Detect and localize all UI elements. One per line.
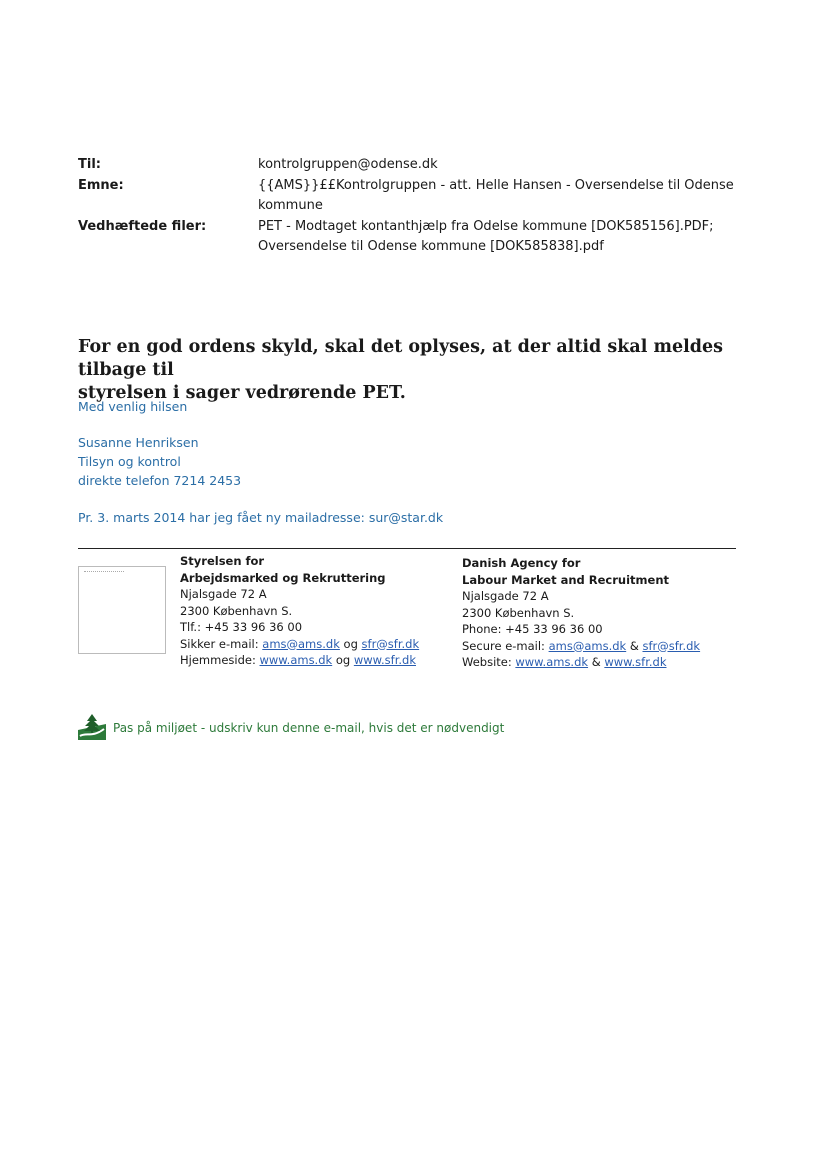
statement	[78, 336, 738, 405]
subject-label: Emne:	[78, 178, 124, 193]
attachment-2: Oversendelse til Odense kommune [DOK585838].pdf	[258, 239, 604, 254]
web-joiner: og	[332, 653, 354, 667]
to-email-address: kontrolgruppen@odense.dk	[258, 157, 438, 172]
eco-message: Pas på miljøet - udskriv kun denne e-mail, hvis det er nødvendigt	[113, 721, 505, 735]
web-link-ams[interactable]: www.ams.dk	[259, 653, 333, 667]
attachment-1: PET - Modtaget kontanthjælp fra Odelse kommune [DOK585156].PDF;	[258, 219, 714, 234]
web-joiner: &	[588, 655, 605, 669]
org-email-row	[180, 636, 419, 653]
org-name-line-1: Styrelsen for	[180, 554, 265, 568]
email-link-sfr[interactable]: sfr@sfr.dk	[361, 636, 420, 651]
subject-value	[258, 176, 738, 216]
email-link-ams[interactable]: ams@ams.dk	[262, 636, 340, 651]
email-link-sfr[interactable]: sfr@sfr.dk	[642, 638, 701, 653]
web-link-ams[interactable]: www.ams.dk	[515, 655, 589, 669]
org-city: 2300 København S.	[462, 605, 575, 620]
greeting: Med venlig hilsen	[78, 399, 188, 414]
logo-placeholder-mark	[84, 571, 124, 572]
org-web-row	[180, 652, 419, 669]
web-link-sfr[interactable]: www.sfr.dk	[353, 653, 416, 667]
org-address: Njalsgade 72 A	[180, 587, 267, 601]
attachments-value	[258, 217, 738, 257]
web-prefix: Hjemmeside:	[180, 653, 260, 667]
tree-icon	[78, 714, 106, 740]
org-phone: Phone: +45 33 96 36 00	[462, 622, 603, 636]
to-label: Til:	[78, 157, 101, 172]
signature-english	[462, 555, 700, 671]
sender-department: Tilsyn og kontrol	[78, 454, 181, 469]
org-address: Njalsgade 72 A	[462, 589, 549, 603]
email-link-ams[interactable]: ams@ams.dk	[548, 638, 627, 653]
subject-line-1: {{AMS}}££Kontrolgruppen - att. Helle Hansen - Oversendelse til Odense	[258, 178, 734, 193]
statement-line-2: styrelsen i sager vedrørende PET.	[78, 383, 406, 403]
agency-logo-placeholder	[78, 566, 166, 654]
web-prefix: Website:	[462, 655, 516, 669]
sender-name: Susanne Henriksen	[78, 435, 199, 450]
new-address-notice: Pr. 3. marts 2014 har jeg fået ny mailadresse: sur@star.dk	[78, 510, 444, 525]
email-joiner: og	[339, 636, 362, 651]
signature-danish	[180, 553, 419, 669]
attachments-label: Vedhæftede filer:	[78, 219, 207, 234]
to-value	[258, 155, 738, 175]
org-web-row	[462, 654, 700, 671]
org-name-line-2: Arbejdsmarked og Rekruttering	[180, 570, 386, 585]
email-prefix: Sikker e-mail:	[180, 636, 263, 651]
org-city: 2300 København S.	[180, 603, 293, 618]
org-phone: Tlf.: +45 33 96 36 00	[180, 620, 303, 634]
org-name-line-1: Danish Agency for	[462, 556, 581, 570]
email-joiner: &	[626, 638, 643, 653]
subject-line-2: kommune	[258, 198, 323, 213]
org-email-row	[462, 638, 700, 655]
sender-phone: direkte telefon 7214 2453	[78, 473, 242, 488]
email-prefix: Secure e-mail:	[462, 638, 549, 653]
org-name-line-2: Labour Market and Recruitment	[462, 572, 670, 587]
web-link-sfr[interactable]: www.sfr.dk	[604, 655, 667, 669]
statement-line-1: For en god ordens skyld, skal det oplyses, at der altid skal meldes tilbage til	[78, 337, 723, 380]
signature-divider	[78, 548, 736, 549]
